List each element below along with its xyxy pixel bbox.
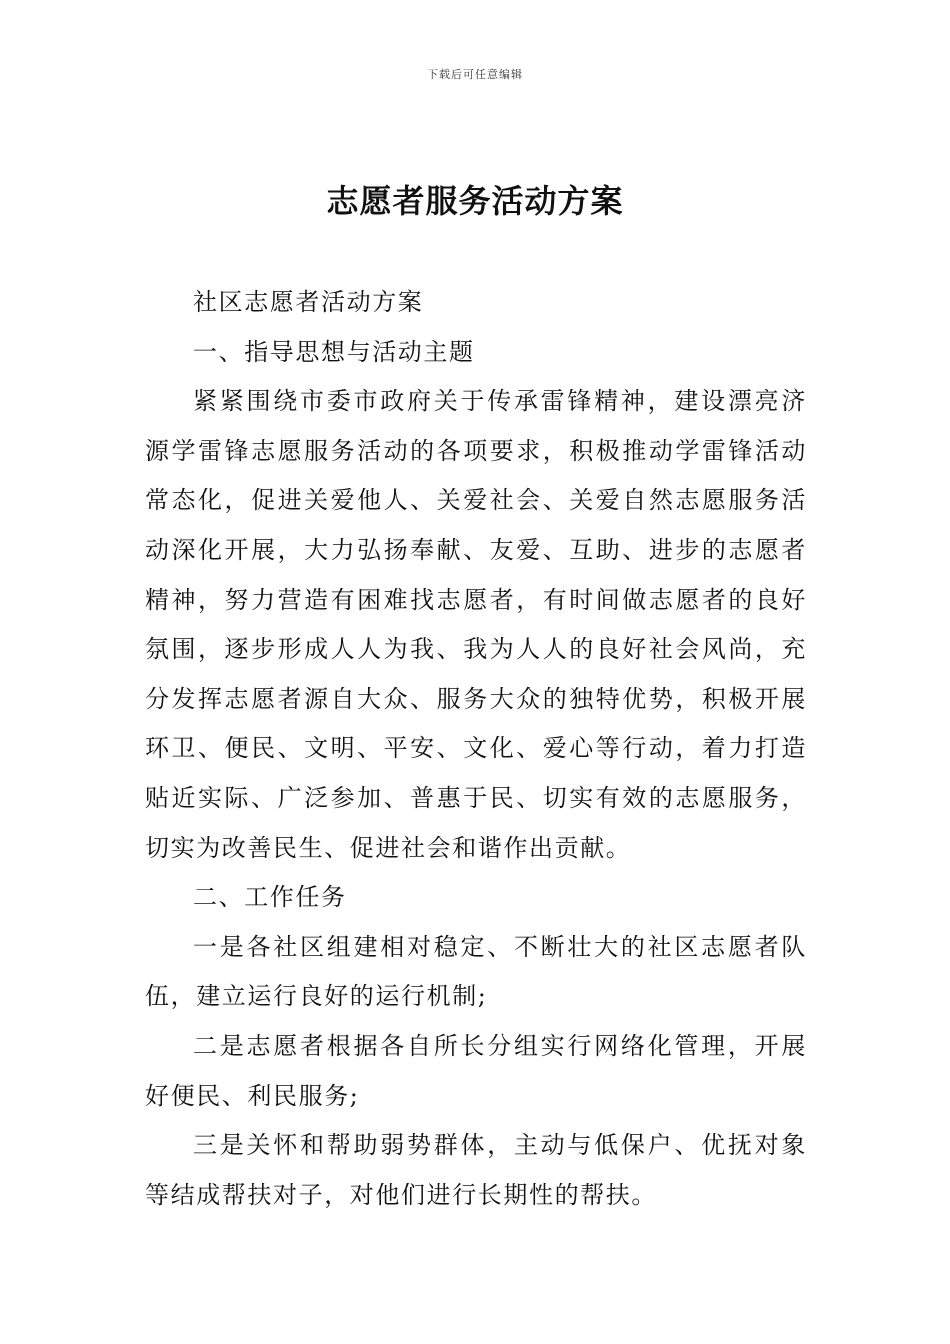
document-title: 志愿者服务活动方案 xyxy=(326,182,624,220)
paragraph-subtitle: 社区志愿者活动方案 xyxy=(193,288,424,316)
paragraph-guiding-ideas: 紧紧围绕市委市政府关于传承雷锋精神，建设漂亮济源学雷锋志愿服务活动的各项要求，积极推动学雷锋活动常态化，促进关爱他人、关爱社会、关爱自然志愿服务活动深化开展，大力弘扬奉献、友爱、互助、进步的志愿者精神，努力营造有困难找志愿者，有时间做志愿者的良好氛围，逐步形成人人为我、我为人人的良好社会风尚，充分发挥志愿者源自大众、服务大众的独特优势，积极开展环卫、便民、文明、平安、文化、爱心等行动，着力打造贴近实际、广泛参加、普惠于民、切实有效的志愿服务，切实为改善民生、促进社会和谐作出贡献。 xyxy=(145,387,807,862)
paragraph-task-1: 一是各社区组建相对稳定、不断壮大的社区志愿者队伍，建立运行良好的运行机制; xyxy=(145,932,807,1011)
section-heading-1: 一、指导思想与活动主题 xyxy=(193,337,475,366)
section-heading-2: 二、工作任务 xyxy=(193,883,347,912)
paragraph-task-2: 二是志愿者根据各自所长分组实行网络化管理，开展好便民、利民服务; xyxy=(145,1031,807,1110)
document-body xyxy=(145,278,807,1220)
header-note: 下载后可任意编辑 xyxy=(427,68,523,81)
paragraph-task-3: 三是关怀和帮助弱势群体，主动与低保户、优抚对象等结成帮扶对子，对他们进行长期性的帮扶。 xyxy=(145,1131,807,1209)
